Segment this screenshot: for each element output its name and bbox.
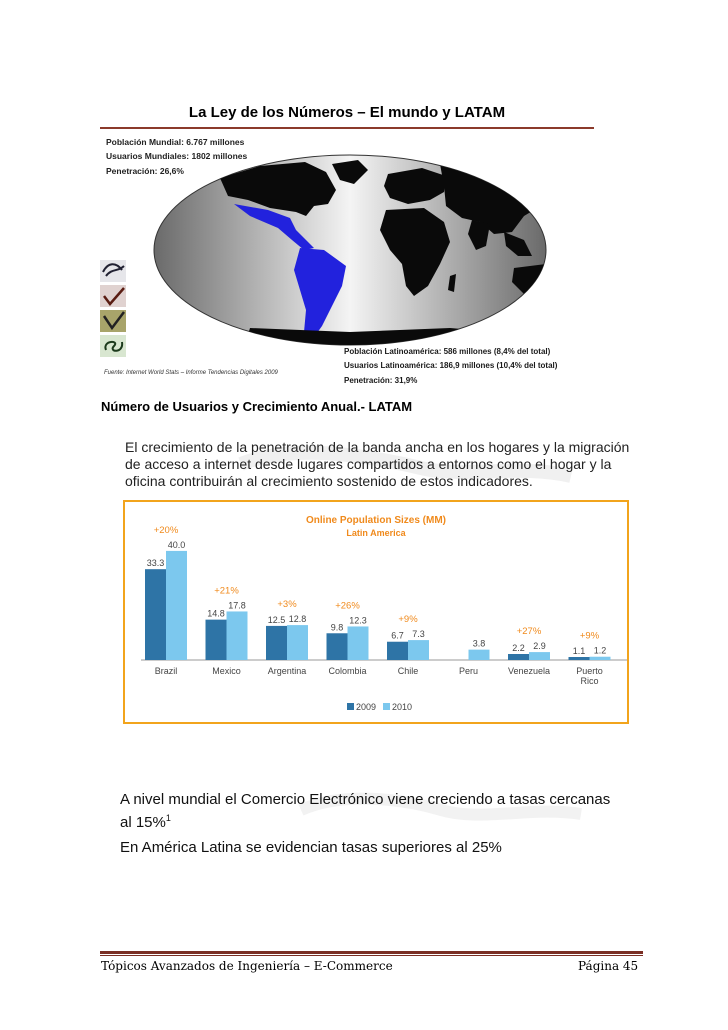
category-label: Puerto <box>576 666 603 676</box>
value-label-2010: 12.8 <box>288 614 307 625</box>
intro-line: El crecimiento de la penetración de la banda ancha en los hogares y la migración <box>125 439 630 455</box>
footnote-mark: 1 <box>165 813 171 823</box>
bar-2010-3 <box>348 626 369 660</box>
category-label: Brazil <box>154 666 178 676</box>
bar-2010-2 <box>287 625 308 660</box>
latam-penetration-stat: Penetración: 31,9% <box>344 376 418 385</box>
latam-ecommerce-line: En América Latina se evidencian tasas superiores al 25% <box>120 839 502 856</box>
growth-label: +9% <box>398 614 418 626</box>
chart-frame <box>123 500 629 724</box>
bar-2009-4 <box>387 642 408 660</box>
intro-line: de acceso a internet desde lugares compartidos a entornos como el hogar y la <box>125 456 612 472</box>
growth-label: +3% <box>277 599 297 611</box>
chart-slide <box>101 424 637 730</box>
bar-2009-1 <box>206 620 227 660</box>
slide-source: Fuente: Internet World Stats – Informe Tendencias Digitales 2009 <box>104 370 278 376</box>
legend-label-2010: 2010 <box>392 702 413 712</box>
footer-rule-thin <box>100 955 643 956</box>
decorative-signature-icons <box>100 260 126 357</box>
bar-2009-0 <box>145 569 166 660</box>
legend-swatch-2009 <box>347 703 354 710</box>
value-label-2010: 12.3 <box>349 615 367 626</box>
bar-2010-1 <box>227 611 248 660</box>
value-label-2009: 2.2 <box>512 643 525 653</box>
bar-2010-0 <box>166 551 187 660</box>
latam-users-stat: Usuarios Latinoamérica: 186,9 millones (10,4% del total) <box>344 361 558 370</box>
intro-paragraph <box>125 439 635 490</box>
value-label-2010: 40.0 <box>167 539 186 550</box>
value-label-2010: 7.3 <box>412 629 425 640</box>
online-population-chart <box>125 502 627 722</box>
value-label-2009: 9.8 <box>330 622 344 633</box>
world-population-stat: Población Mundial: 6.767 millones <box>106 137 245 147</box>
chart-subtitle: Latin America <box>346 528 406 538</box>
footer-rule-thick <box>100 951 643 954</box>
bottom-slide <box>101 780 641 870</box>
bar-2009-3 <box>327 633 348 660</box>
value-label-2010: 3.8 <box>472 638 486 649</box>
world-penetration-stat: Penetración: 26,6% <box>106 166 184 176</box>
world-users-stat: Usuarios Mundiales: 1802 millones <box>106 151 248 161</box>
value-label-2010: 17.8 <box>228 600 246 611</box>
bar-2010-6 <box>529 652 550 660</box>
category-label: Chile <box>397 666 419 676</box>
growth-label: +26% <box>335 600 360 612</box>
growth-label: +27% <box>516 626 542 638</box>
global-ecommerce-line: A nivel mundial el Comercio Electrónico viene creciendo a tasas cercanas <box>120 791 611 808</box>
category-label: Peru <box>458 666 479 676</box>
world-latam-slide <box>100 100 594 388</box>
value-label-2010: 1.2 <box>593 645 607 656</box>
intro-line: oficina contribuirán al crecimiento sostenido de estos indicadores. <box>125 473 533 489</box>
category-label: Rico <box>580 676 599 686</box>
world-map <box>100 100 594 388</box>
footer-page-number: Página 45 <box>578 959 639 973</box>
legend-label-2009: 2009 <box>356 702 377 712</box>
chart-title: Online Population Sizes (MM) <box>306 515 446 526</box>
bar-2010-7 <box>590 657 611 660</box>
bar-2010-5 <box>469 650 490 660</box>
latam-population-stat: Población Latinoamérica: 586 millones (8,4% del total) <box>344 347 551 356</box>
footer-course-title: Tópicos Avanzados de Ingeniería – E-Commerce <box>101 959 393 973</box>
category-label: Venezuela <box>507 666 551 676</box>
legend-swatch-2010 <box>383 703 390 710</box>
growth-label: +9% <box>579 630 600 642</box>
global-ecommerce-rate <box>120 809 171 832</box>
value-label-2009: 12.5 <box>267 614 286 625</box>
section-heading: Número de Usuarios y Crecimiento Anual.- LATAM <box>101 399 413 414</box>
slide-title: La Ley de los Números – El mundo y LATAM <box>188 104 506 121</box>
bar-2010-4 <box>408 640 429 660</box>
category-label: Colombia <box>328 666 367 676</box>
value-label-2010: 2.9 <box>533 641 546 652</box>
category-label: Mexico <box>212 666 241 676</box>
global-ecommerce-rate-text: al 15% <box>120 814 166 831</box>
bar-2009-7 <box>569 657 590 660</box>
value-label-2009: 1.1 <box>572 646 586 656</box>
bar-2009-2 <box>266 626 287 660</box>
value-label-2009: 33.3 <box>146 558 165 569</box>
value-label-2009: 6.7 <box>391 630 404 641</box>
value-label-2009: 14.8 <box>207 608 225 619</box>
bar-2009-6 <box>508 654 529 660</box>
category-label: Argentina <box>267 666 307 676</box>
growth-label: +20% <box>153 524 179 536</box>
growth-label: +21% <box>214 585 239 597</box>
